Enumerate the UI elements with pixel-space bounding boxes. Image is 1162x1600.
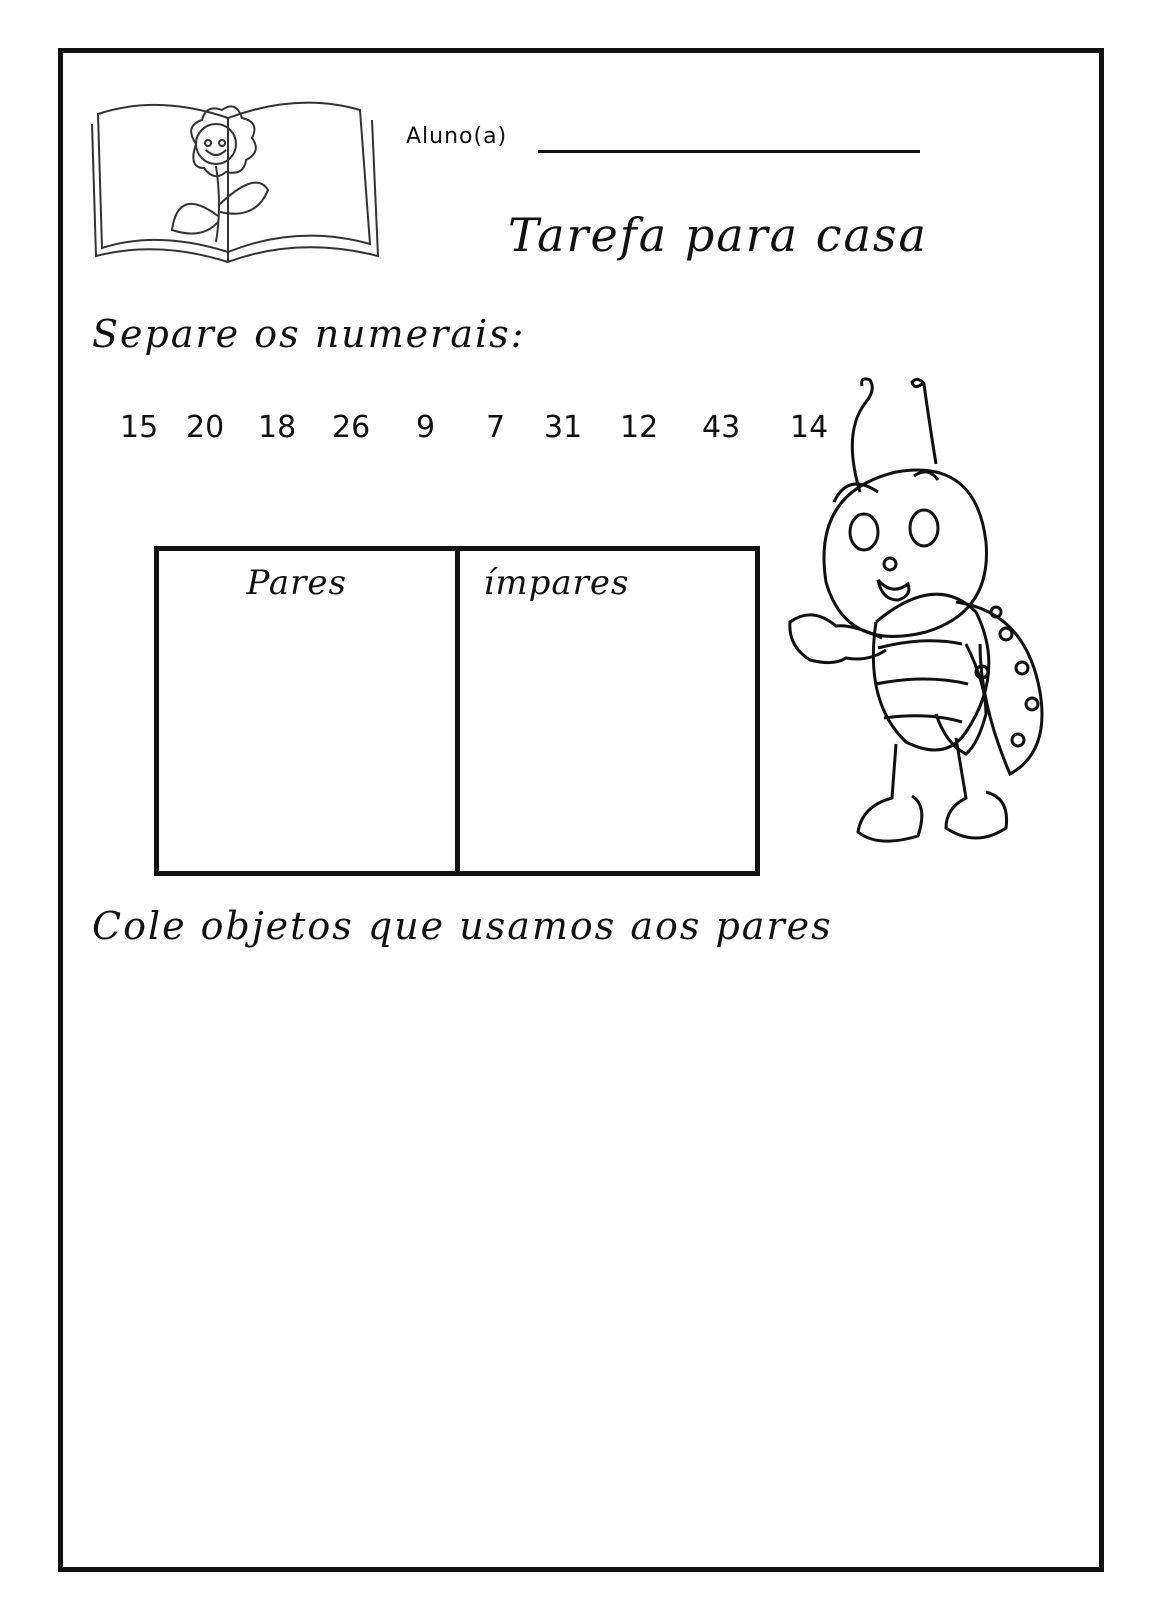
number-item: 18 [258,410,297,445]
odd-column-header: ímpares [483,563,630,603]
even-column[interactable] [159,551,455,871]
page-title: Tarefa para casa [508,208,928,262]
student-name-label: Aluno(a) [406,124,508,149]
ladybug-character-icon [786,372,1086,886]
number-item: 43 [702,410,741,445]
number-item: 9 [416,410,436,445]
student-name-field[interactable] [538,150,920,153]
even-odd-table [154,546,760,876]
number-item: 26 [332,410,371,445]
odd-column[interactable] [455,551,756,871]
even-column-header: Pares [246,563,347,603]
exercise-2-instruction: Cole objetos que usamos aos pares [92,904,833,948]
number-item: 12 [620,410,659,445]
number-item: 14 [790,410,829,445]
exercise-1-instruction: Separe os numerais: [92,312,526,356]
number-item: 20 [186,410,225,445]
number-item: 31 [544,410,583,445]
number-item: 7 [486,410,506,445]
number-list [120,410,840,454]
number-item: 15 [120,410,159,445]
book-with-flower-icon [88,84,384,270]
